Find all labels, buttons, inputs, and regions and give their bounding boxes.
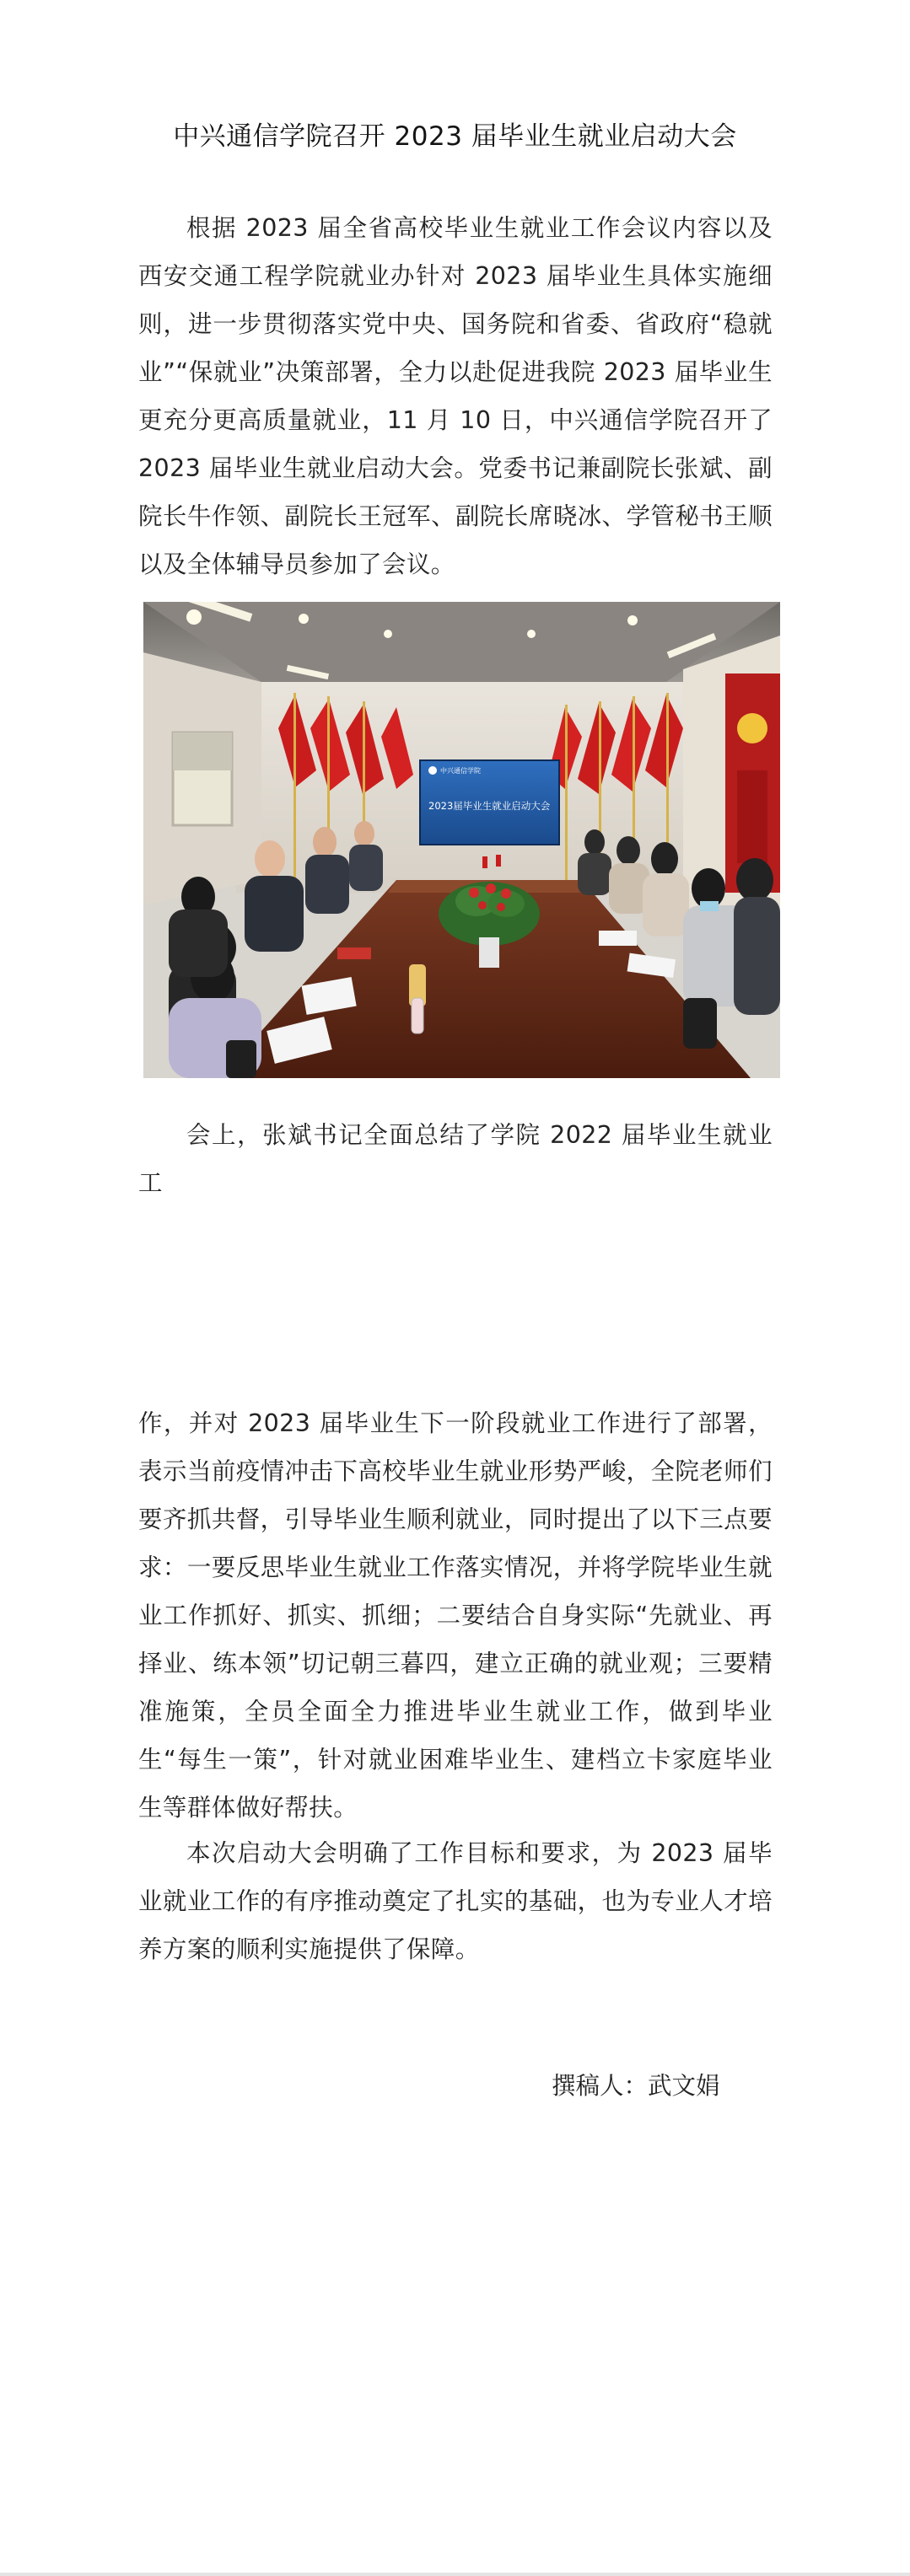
page-bottom-divider	[0, 2573, 910, 2576]
ceiling-light	[299, 614, 309, 624]
article-title: 中兴通信学院召开 2023 届毕业生就业启动大会	[173, 121, 737, 152]
screen-title: 2023届毕业生就业启动大会	[428, 800, 551, 812]
ceiling-light	[384, 630, 392, 638]
meeting-photo	[143, 602, 780, 1078]
paragraph-summary-start: 会上，张斌书记全面总结了学院 2022 届毕业生就业工	[138, 1121, 773, 1197]
ceiling-light	[527, 630, 536, 638]
ceiling-light	[186, 609, 202, 625]
screen-header: 中兴通信学院	[440, 767, 481, 775]
paragraph-conclusion: 本次启动大会明确了工作目标和要求，为 2023 届毕业就业工作的有序推动奠定了扎实的基础，也为专业人才培养方案的顺利实施提供了保障。	[138, 1839, 773, 1963]
author-signature: 撰稿人：武文娟	[552, 2072, 720, 2100]
paragraph-intro: 根据 2023 届全省高校毕业生就业工作会议内容以及西安交通工程学院就业办针对 2023 届毕业生具体实施细则，进一步贯彻落实党中央、国务院和省委、省政府“稳就业”“保就业”决策部署，全力以赴促进我院 2023 届毕业生更充分更高质量就业，11 月 10 日，中兴通信学院召开了 2023 届毕业生就业启动大会。党委书记兼副院长张斌、副院长牛作领、副院长王冠军、副院长席晓冰、学管秘书王顺以及全体辅导员参加了会议。	[138, 214, 773, 578]
paragraph-summary-continued: 作，并对 2023 届毕业生下一阶段就业工作进行了部署，表示当前疫情冲击下高校毕业生就业形势严峻，全院老师们要齐抓共督，引导毕业生顺利就业，同时提出了以下三点要求：一要反思毕业生就业工作落实情况，并将学院毕业生就业工作抓好、抓实、抓细；二要结合自身实际“先就业、再择业、练本领”切记朝三暮四，建立正确的就业观；三要精准施策，全员全面全力推进毕业生就业工作，做到毕业生“每生一策”，针对就业困难毕业生、建档立卡家庭毕业生等群体做好帮扶。	[138, 1409, 773, 1822]
projection-screen	[420, 760, 559, 845]
ceiling-light	[627, 615, 638, 625]
